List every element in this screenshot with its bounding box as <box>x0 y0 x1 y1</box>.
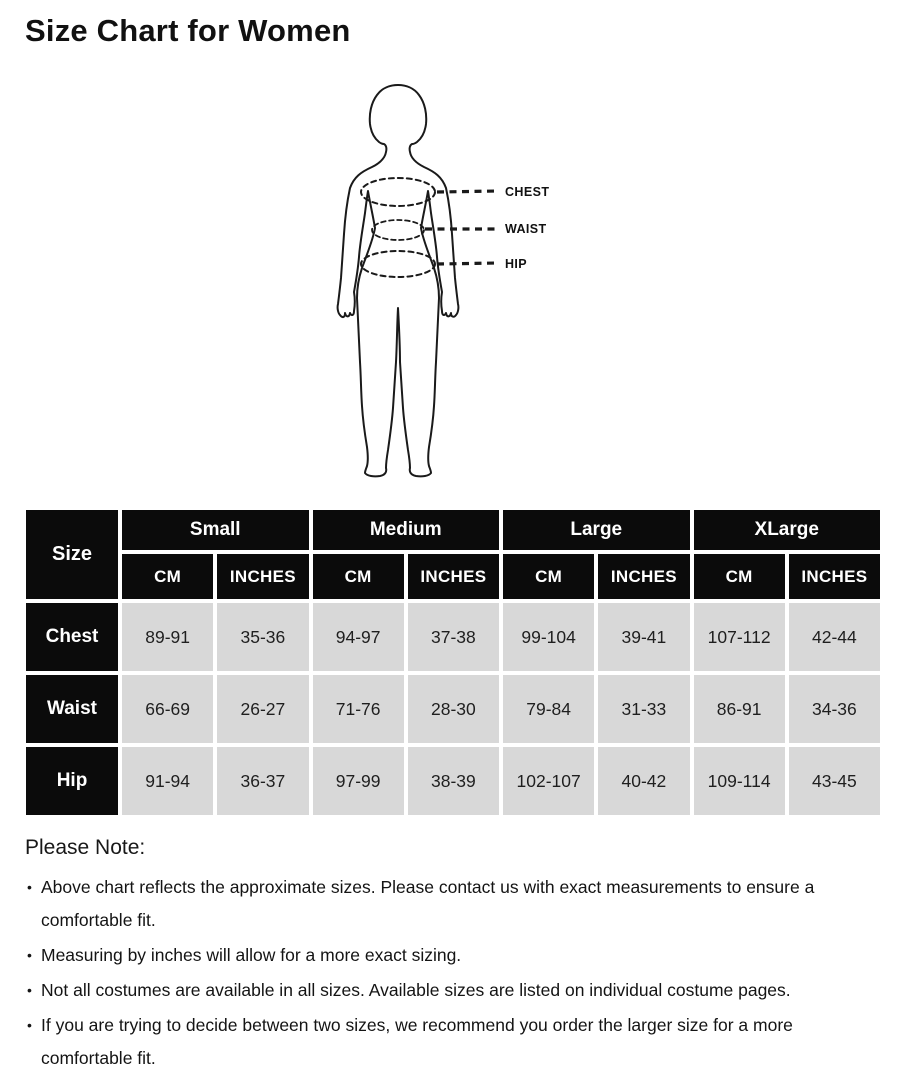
table-cell: 94-97 <box>313 603 404 671</box>
notes-heading: Please Note: <box>25 836 146 859</box>
table-cell: 97-99 <box>313 747 404 815</box>
note-item: • Not all costumes are available in all sizes. Available sizes are listed on individual costume pages. <box>25 974 847 1007</box>
size-group-header-row <box>26 510 880 550</box>
column-header-xlarge: XLarge <box>694 510 881 550</box>
unit-header-cm: CM <box>503 554 594 599</box>
waist-label: WAIST <box>505 222 547 236</box>
chest-measure-ellipse <box>361 178 435 206</box>
column-header-small: Small <box>122 510 309 550</box>
table-cell: 102-107 <box>503 747 594 815</box>
table-cell: 107-112 <box>694 603 785 671</box>
page-title: Size Chart for Women <box>25 13 351 48</box>
table-cell: 36-37 <box>217 747 308 815</box>
waist-measure-ellipse <box>372 220 424 240</box>
note-item: • Above chart reflects the approximate sizes. Please contact us with exact measurements to ensure a comfortable fit. <box>25 871 847 937</box>
unit-header-cm: CM <box>122 554 213 599</box>
table-cell: 26-27 <box>217 675 308 743</box>
note-item: • Measuring by inches will allow for a more exact sizing. <box>25 939 847 972</box>
table-cell: 35-36 <box>217 603 308 671</box>
table-cell: 79-84 <box>503 675 594 743</box>
table-cell: 66-69 <box>122 675 213 743</box>
column-header-large: Large <box>503 510 690 550</box>
table-cell: 99-104 <box>503 603 594 671</box>
woman-body-outline <box>338 85 459 476</box>
size-corner-header: Size <box>26 510 118 599</box>
notes-list <box>25 871 867 1075</box>
hip-measure-ellipse <box>361 251 435 277</box>
column-header-medium: Medium <box>313 510 500 550</box>
unit-header-cm: CM <box>313 554 404 599</box>
size-chart-table <box>22 506 884 819</box>
table-cell: 37-38 <box>408 603 499 671</box>
hip-leader-line <box>437 263 498 264</box>
unit-header-inches: INCHES <box>789 554 880 599</box>
table-row-chest <box>26 603 880 671</box>
table-row-hip <box>26 747 880 815</box>
row-label-hip: Hip <box>26 747 118 815</box>
table-cell: 71-76 <box>313 675 404 743</box>
unit-header-inches: INCHES <box>217 554 308 599</box>
table-cell: 89-91 <box>122 603 213 671</box>
table-cell: 40-42 <box>598 747 689 815</box>
unit-header-cm: CM <box>694 554 785 599</box>
table-cell: 109-114 <box>694 747 785 815</box>
table-cell: 31-33 <box>598 675 689 743</box>
notes-section <box>25 836 867 1077</box>
table-cell: 28-30 <box>408 675 499 743</box>
table-cell: 39-41 <box>598 603 689 671</box>
body-measurement-diagram <box>300 78 600 483</box>
table-cell: 43-45 <box>789 747 880 815</box>
note-item: • If you are trying to decide between two sizes, we recommend you order the larger size for a more comfortable fit. <box>25 1009 847 1075</box>
row-label-waist: Waist <box>26 675 118 743</box>
table-cell: 34-36 <box>789 675 880 743</box>
woman-outline-illustration <box>300 78 600 483</box>
table-cell: 86-91 <box>694 675 785 743</box>
chest-label: CHEST <box>505 185 550 199</box>
table-row-waist <box>26 675 880 743</box>
table-cell: 38-39 <box>408 747 499 815</box>
unit-header-inches: INCHES <box>408 554 499 599</box>
unit-header-row <box>26 554 880 599</box>
table-cell: 91-94 <box>122 747 213 815</box>
hip-label: HIP <box>505 257 528 271</box>
table-cell: 42-44 <box>789 603 880 671</box>
unit-header-inches: INCHES <box>598 554 689 599</box>
row-label-chest: Chest <box>26 603 118 671</box>
